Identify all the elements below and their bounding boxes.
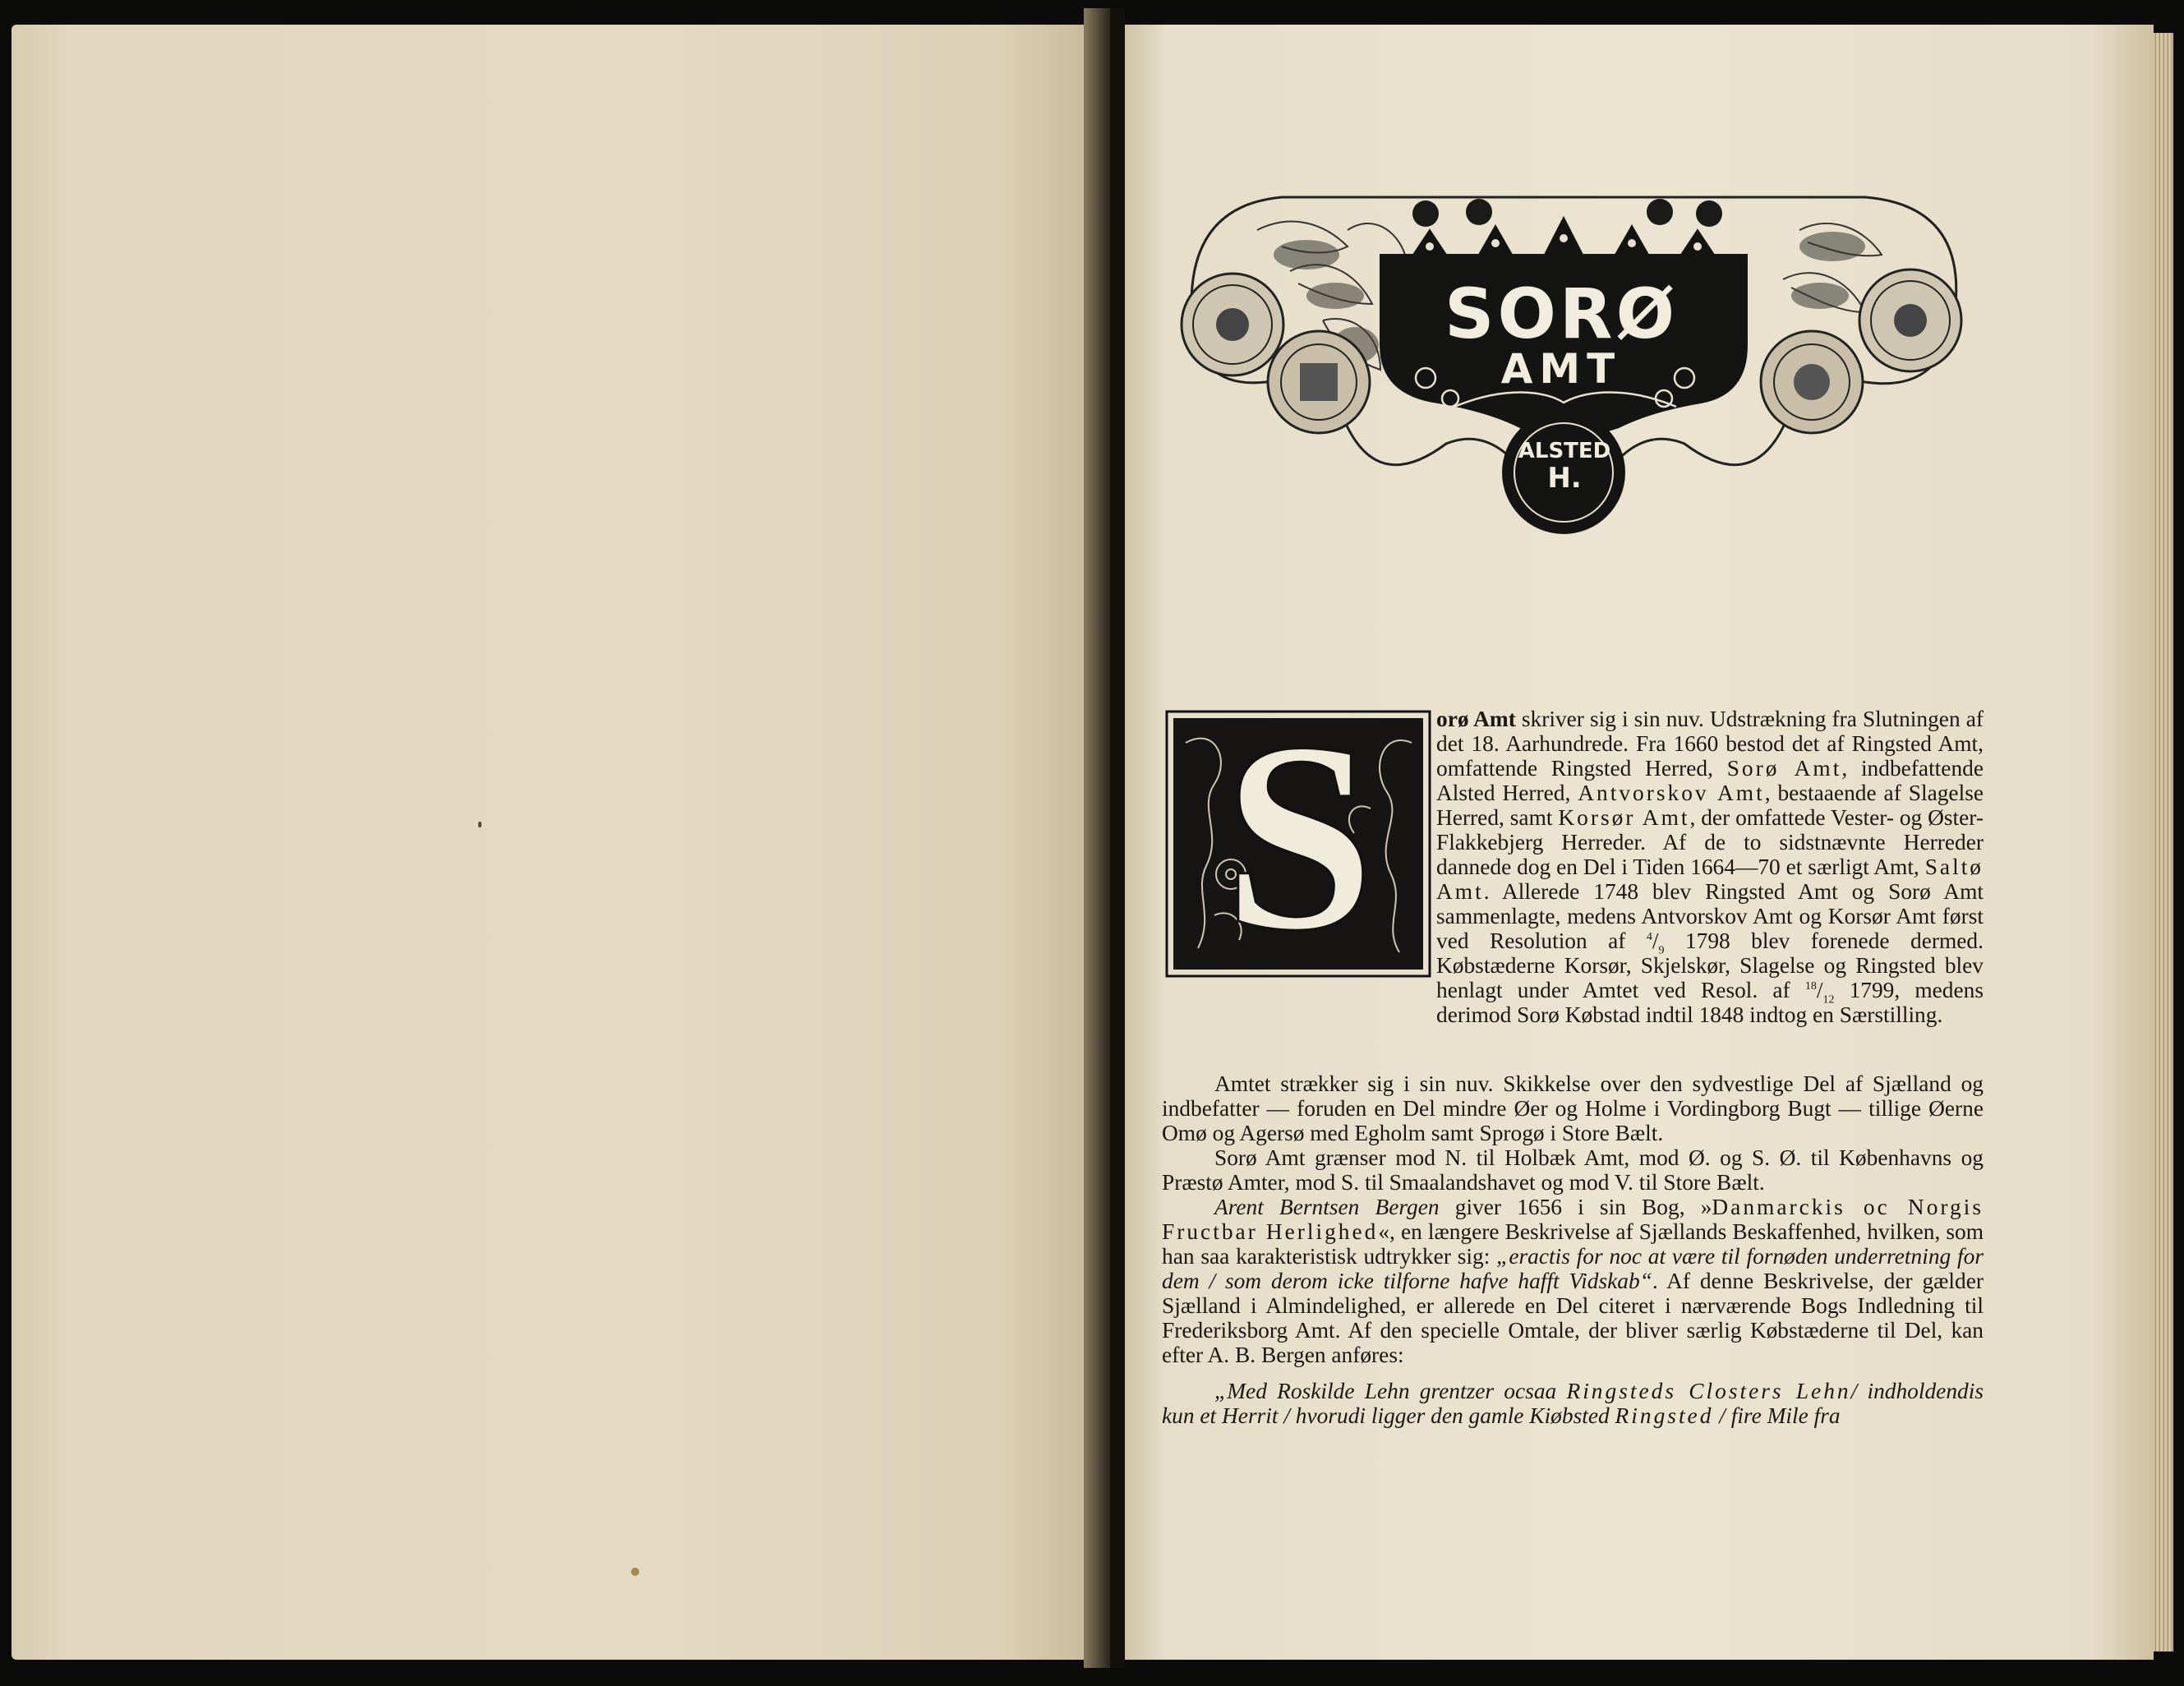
left-page-blank [12, 25, 1084, 1660]
text-run: skriver sig i sin nuv. Udstrækning fra Slutningen af det 18. Aarhundrede. Fra 1660 bestod det af Ringsted Amt, omfattende Ringsted Herred, [1436, 707, 1984, 781]
spaced-term: Korsør Amt [1558, 805, 1690, 830]
emblem-badge [1507, 440, 1622, 494]
book-gutter [1084, 8, 1110, 1668]
quotation-paragraph [1162, 1379, 1984, 1428]
paragraph: Sorø Amt grænser mod N. til Holbæk Amt, mod Ø. og S. Ø. til Københavns og Præstø Amter, mod S. til Smaalandshavet og mod V. til Store Bælt. [1162, 1145, 1984, 1195]
paper-spot [478, 822, 481, 827]
author-name: Arent Berntsen Bergen [1214, 1195, 1440, 1219]
fraction-numerator: 18 [1804, 979, 1817, 993]
book-gutter-shadow [1110, 8, 1125, 1668]
text-run: . Allerede 1748 blev Ringsted Amt og Sorø Amt sammenlagte, medens Antvorskov Amt og Korsør Amt først ved Resolution af [1436, 879, 1984, 953]
emblem-title: SORØ [1444, 274, 1678, 354]
paragraph [1162, 1195, 1984, 1367]
fraction-denominator: 9 [1658, 944, 1665, 957]
text-run: «, en længere Beskrivelse af Sjællands Beskaffenhed, hvilken, som han saa karakteristisk udtrykker sig: [1162, 1219, 1984, 1269]
emblem-subtitle: AMT [1500, 345, 1622, 393]
book-title: Danmarckis oc Norgis Fructbar Herlighed [1162, 1195, 1984, 1244]
text-run: , indbefattende Alsted Herred, [1436, 756, 1984, 805]
bold-term: orø Amt [1436, 707, 1516, 731]
spaced-term: Saltø Amt [1436, 855, 1984, 904]
text-run: , bestaaende af Slagelse Herred, samt [1436, 781, 1984, 830]
text-run: 1799, medens derimod Sorø Købstad indtil 1848 indtog en Særstilling. [1436, 978, 1984, 1027]
spaced-term: Ringsted [1615, 1403, 1714, 1428]
text-run: . Af denne Beskrivelse, der gælder Sjælland i Almindelighed, er allerede en Del citeret i nærværende Bogs Indledning til Frederiksborg Amt. Af den specielle Omtale, der bliver særlig Købstæderne til Del, kan efter A. B. Bergen anføres: [1162, 1269, 1984, 1367]
text-run: „Med Roskilde Lehn grentzer ocsaa [1214, 1379, 1567, 1403]
spaced-term: Ringsteds Closters Lehn [1566, 1379, 1851, 1403]
text-run: / fire Mile fra [1713, 1403, 1841, 1428]
fraction-denominator: 12 [1822, 993, 1835, 1007]
quoted-passage: „eractis for noc at være til fornøden underretning for dem / som derom icke tilforne hafve hafft Vidskab“ [1162, 1244, 1984, 1293]
spaced-term: Sorø Amt [1726, 756, 1842, 781]
text-run: / indholdendis kun et Herrit / hvorudi ligger den gamle Kiøbsted [1162, 1379, 1984, 1428]
badge-line: ALSTED [1518, 439, 1611, 463]
header-emblem [1159, 181, 1985, 542]
paragraph: orø Amt skriver sig i sin nuv. Udstrækning fra Slutningen af det 18. Aarhundrede. Fra 1660 bestod det af Ringsted Amt, omfattende Ringsted Herred, Sorø Amt, indbefattende Alsted Herred, Antvorskov Amt, bestaaende af Slagelse Herred, samt Korsør Amt, der omfattede Vester- og Øster-Flakkebjerg Herreder. Af de to sidstnævnte Herreder dannede dog en Del i Tiden 1664—70 et særligt Amt, Saltø Amt. Allerede 1748 blev Ringsted Amt og Sorø Amt sammenlagte, medens Antvorskov Amt og Korsør Amt først ved Resolution af $^4/_9$ 1798 blev forenede dermed. Købstæderne Korsør, Skjelskør, Slagelse og Ringsted blev henlagt under Amtet ved Resol. af $^{18}/_{12}$ 1799, medens derimod Sorø Købstad indtil 1848 indtog en Særstilling. [1436, 707, 1984, 1027]
body-text-continued [1162, 1071, 1984, 1428]
badge-line: H. [1547, 461, 1582, 495]
body-text [1162, 707, 1984, 1027]
paragraph: Amtet strækker sig i sin nuv. Skikkelse over den sydvestlige Del af Sjælland og indbefatter — foruden en Del mindre Øer og Holme i Vordingborg Bugt — tillige Øerne Omø og Agersø med Egholm samt Sprogø i Store Bælt. [1162, 1071, 1984, 1145]
spaced-term: Antvorskov Amt [1578, 781, 1765, 805]
dropcap-letter: S [1223, 687, 1375, 987]
text-run: , der omfattede Vester- og Øster-Flakkebjerg Herreder. Af de to sidstnævnte Herreder dannede dog en Del i Tiden 1664—70 et særligt Amt, [1436, 805, 1984, 879]
text-run: giver 1656 i sin Bog, » [1439, 1195, 1712, 1219]
fraction-numerator: 4 [1646, 930, 1652, 943]
page-edge-stack [2154, 33, 2173, 1651]
text-run: 1798 blev forenede dermed. Købstæderne Korsør, Skjelskør, Slagelse og Ringsted blev henlagt under Amtet ved Resol. af [1436, 928, 1984, 1002]
paper-spot [631, 1568, 639, 1576]
